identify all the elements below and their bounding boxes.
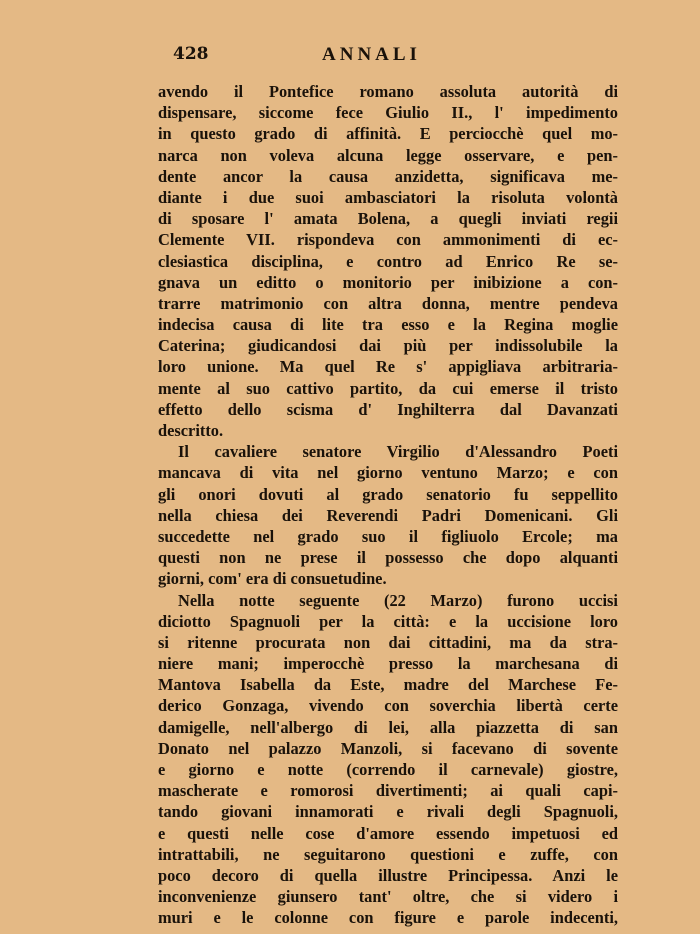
text-line: clesiastica disciplina, e contro ad Enrico Re se- <box>158 251 618 271</box>
text-line: mancava di vita nel giorno ventuno Marzo; e con <box>158 463 618 483</box>
text-line: derico Gonzaga, vivendo con soverchia libertà certe <box>158 696 618 716</box>
text-line: e giorno e notte (correndo il carnevale) giostre, <box>158 760 618 779</box>
text-line: Clemente VII. rispondeva con ammonimenti di ec- <box>158 230 618 250</box>
text-line: diante i due suoi ambasciatori la risoluta volontà <box>158 187 618 207</box>
text-line: gli onori dovuti al grado senatorio fu seppellito <box>158 484 618 504</box>
text-line: si ritenne procurata non dai cittadini, ma da stra- <box>158 632 618 652</box>
page-header <box>158 40 618 70</box>
text-line: giorni, com' era di consuetudine. <box>158 569 387 589</box>
text-line: nella chiesa dei Reverendi Padri Domenicani. Gli <box>158 505 618 525</box>
text-line: Il cavaliere senatore Virgilio d'Alessandro Poeti <box>178 442 618 462</box>
text-line: diciotto Spagnuoli per la città: e la uccisione loro <box>158 611 618 631</box>
text-line: trarre matrimonio con altra donna, mentre pendeva <box>158 293 618 313</box>
running-head: ANNALI <box>322 44 421 65</box>
text-line: narca non voleva alcuna legge osservare, e pen- <box>158 145 618 165</box>
body-text <box>158 81 618 929</box>
text-line: loro unione. Ma quel Re s' appigliava arbitraria- <box>158 357 618 377</box>
text-line: effetto dello scisma d' Inghilterra dal Davanzati <box>158 399 618 419</box>
text-line: damigelle, nell'albergo di lei, alla piazzetta di san <box>158 717 618 737</box>
text-line: mente al suo cattivo partito, da cui emerse il tristo <box>158 378 618 398</box>
text-line: Nella notte seguente (22 Marzo) furono uccisi <box>178 590 618 610</box>
text-line: succedette nel grado suo il figliuolo Ercole; ma <box>158 526 618 546</box>
page-number: 428 <box>173 44 209 64</box>
text-line: descritto. <box>158 421 224 440</box>
text-line: in questo grado di affinità. E perciocchè quel mo- <box>158 124 618 144</box>
text-line: Caterina; giudicandosi dai più per indissolubile la <box>158 336 618 356</box>
text-line: Donato nel palazzo Manzoli, si facevano di sovente <box>158 738 618 758</box>
text-line: intrattabili, ne seguitarono questioni e zuffe, con <box>158 844 618 864</box>
text-line: mascherate e romorosi divertimenti; ai quali capi- <box>158 781 618 801</box>
text-line: di sposare l' amata Bolena, a quegli inviati regii <box>158 209 618 229</box>
text-line: avendo il Pontefice romano assoluta autorità di <box>158 82 618 101</box>
text-line: dispensare, siccome fece Giulio II., l' impedimento <box>158 103 618 123</box>
text-line: questi non ne prese il possesso che dopo alquanti <box>158 548 618 568</box>
text-line: e questi nelle cose d'amore essendo impetuosi ed <box>158 823 618 843</box>
text-line: muri e le colonne con figure e parole indecenti, <box>158 908 618 928</box>
text-line: tando giovani innamorati e rivali degli Spagnuoli, <box>158 802 618 822</box>
text-line: niere mani; imperocchè presso la marchesana di <box>158 654 618 674</box>
text-line: Mantova Isabella da Este, madre del Marchese Fe- <box>158 675 618 695</box>
text-line: poco decoro di quella illustre Principessa. Anzi le <box>158 865 618 885</box>
text-line: indecisa causa di lite tra esso e la Regina moglie <box>158 315 618 335</box>
text-line: dente ancor la causa anzidetta, significava me- <box>158 166 618 186</box>
text-line: gnava un editto o monitorio per inibizione a con- <box>158 272 618 292</box>
text-line: inconvenienze giunsero tant' oltre, che si videro i <box>158 887 618 907</box>
